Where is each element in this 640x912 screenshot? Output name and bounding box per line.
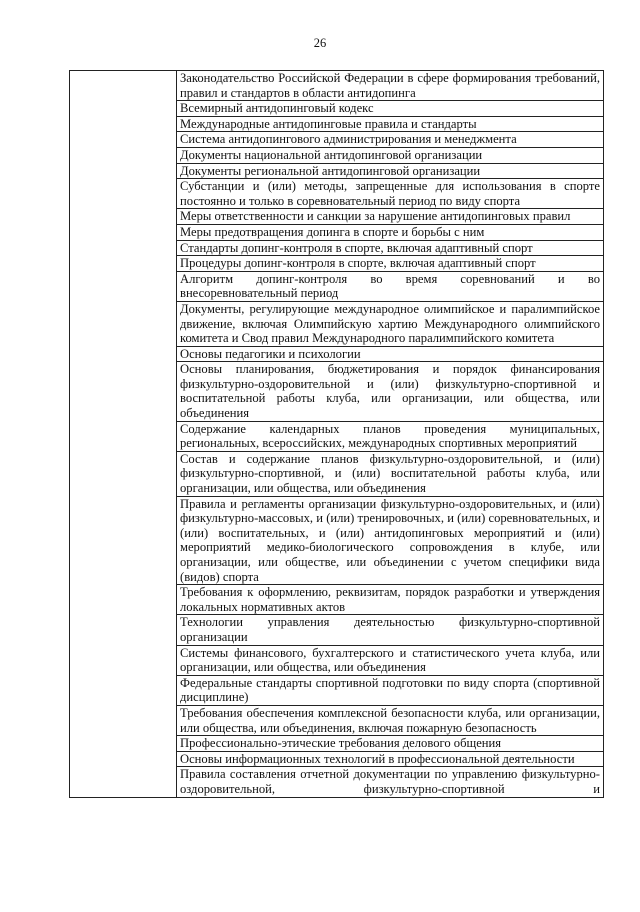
table-cell: Федеральные стандарты спортивной подготовки по виду спорта (спортивной дисциплине) xyxy=(177,675,604,705)
table-cell: Профессионально-этические требования делового общения xyxy=(177,736,604,752)
table-cell: Требования обеспечения комплексной безопасности клуба, или организации, или общества, или объединения, включая пожарную безопасность xyxy=(177,705,604,735)
table-cell: Документы региональной антидопинговой организации xyxy=(177,163,604,179)
table-cell: Состав и содержание планов физкультурно-оздоровительной, и (или) физкультурно-спортивной, и (или) воспитательной работы клуба, или организации, или общества, или объединения xyxy=(177,451,604,496)
table-cell: Технологии управления деятельностью физкультурно-спортивной организации xyxy=(177,615,604,645)
table-cell: Международные антидопинговые правила и стандарты xyxy=(177,116,604,132)
table-cell: Процедуры допинг-контроля в спорте, включая адаптивный спорт xyxy=(177,256,604,272)
table-left-cell xyxy=(70,71,177,798)
table-cell: Требования к оформлению, реквизитам, порядок разработки и утверждения локальных нормативных актов xyxy=(177,585,604,615)
table-cell: Стандарты допинг-контроля в спорте, включая адаптивный спорт xyxy=(177,240,604,256)
table-cell: Системы финансового, бухгалтерского и статистического учета клуба, или организации, или общества, или объединения xyxy=(177,645,604,675)
table-cell: Меры ответственности и санкции за нарушение антидопинговых правил xyxy=(177,209,604,225)
table-cell: Документы, регулирующие международное олимпийское и паралимпийское движение, включая Олимпийскую хартию Международного олимпийского комитета и Свод правил Международного паралимпийского комитета xyxy=(177,301,604,346)
table-cell: Основы планирования, бюджетирования и порядок финансирования физкультурно-оздоровительной и (или) физкультурно-спортивной и воспитательной работы клуба, или организации, или общества, или объединения xyxy=(177,362,604,421)
table-cell: Правила составления отчетной документации по управлению физкультурно-оздоровительной, физкультурно-спортивной и xyxy=(177,767,604,797)
table-cell: Правила и регламенты организации физкультурно-оздоровительных, и (или) физкультурно-массовых, и (или) тренировочных, и (или) соревновательных, и (или) воспитательных, и (или) антидопинговых мероприятий и (или) мероприятий медико-биологического сопровождения в клубе, или организации, или обществе, или объединении с учетом специфики вида (видов) спорта xyxy=(177,496,604,585)
table-cell: Законодательство Российской Федерации в сфере формирования требований, правил и стандартов в области антидопинга xyxy=(177,71,604,101)
table-cell: Субстанции и (или) методы, запрещенные для использования в спорте постоянно и только в соревновательный период по виду спорта xyxy=(177,179,604,209)
knowledge-table xyxy=(69,70,604,798)
table-cell: Алгоритм допинг-контроля во время соревнований и во внесоревновательный период xyxy=(177,271,604,301)
table-cell: Документы национальной антидопинговой организации xyxy=(177,147,604,163)
table-cell: Меры предотвращения допинга в спорте и борьбы с ним xyxy=(177,224,604,240)
table-cell: Основы информационных технологий в профессиональной деятельности xyxy=(177,751,604,767)
table-row xyxy=(70,71,604,101)
table-cell: Всемирный антидопинговый кодекс xyxy=(177,101,604,117)
page-number: 26 xyxy=(313,36,327,50)
table-cell: Содержание календарных планов проведения муниципальных, региональных, всероссийских, международных спортивных мероприятий xyxy=(177,421,604,451)
table-cell: Основы педагогики и психологии xyxy=(177,346,604,362)
table-cell: Система антидопингового администрирования и менеджмента xyxy=(177,132,604,148)
